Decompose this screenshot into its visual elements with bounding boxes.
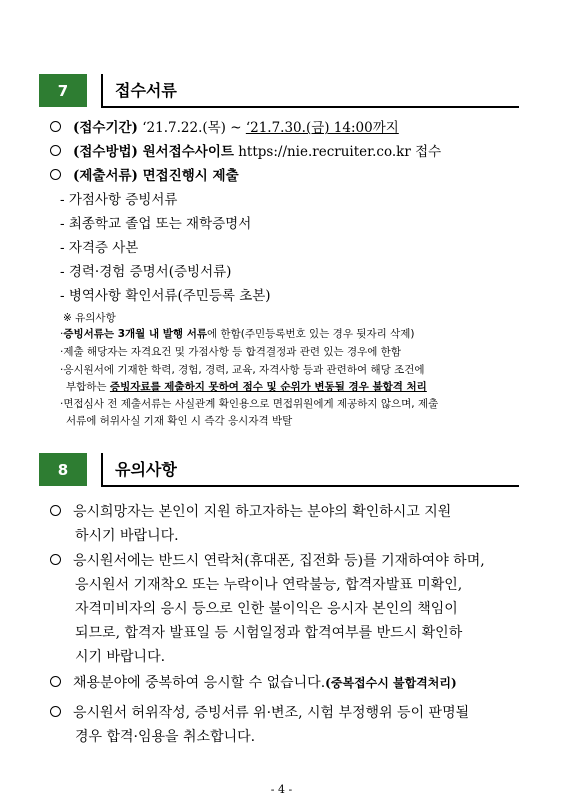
- period-item: (접수기간) ‘21.7.22.(목) ~ ‘21.7.30.(금) 14:00까지: [50, 119, 399, 137]
- notice-title: ※ 유의사항: [63, 312, 116, 324]
- notice-paragraph: 응시원서에는 반드시 연락처(휴대폰, 집전화 등)를 기재하여야 하며,: [50, 549, 485, 573]
- section-8-header: [39, 453, 519, 486]
- notice-paragraph: 응시원서 허위작성, 증빙서류 위·변조, 시험 부정행위 등이 판명될: [50, 701, 469, 725]
- header-divider: [101, 74, 103, 107]
- notice-line: ·제출 해당자는 자격요건 및 가점사항 등 합격결정과 관련 있는 경우에 한함: [60, 346, 402, 358]
- section-number-badge: 7: [39, 74, 87, 107]
- header-divider: [101, 453, 103, 486]
- section-number-badge: 8: [39, 453, 87, 486]
- notice-line: ·응시원서에 기재한 학력, 경험, 경력, 교육, 자격사항 등과 관련하여 해당 조건에: [60, 364, 425, 376]
- paragraph-line: 자격미비자의 응시 등으로 인한 불이익은 응시자 본인의 책임이: [75, 601, 458, 617]
- doc-list-item: - 병역사항 확인서류(주민등록 초본): [60, 288, 271, 304]
- page-number: - 4 -: [270, 783, 293, 796]
- section-title: 접수서류: [115, 81, 177, 100]
- paragraph-line: 되므로, 합격자 발표일 등 시험일정과 합격여부를 반드시 확인하: [75, 625, 463, 641]
- paragraph-line: 하시기 바랍니다.: [75, 528, 179, 544]
- circle-bullet-icon: [50, 676, 61, 687]
- paragraph-line: 시기 바랍니다.: [75, 649, 166, 665]
- circle-bullet-icon: [50, 121, 61, 132]
- notice-paragraph: 채용분야에 중복하여 응시할 수 없습니다.(중복접수시 불합격처리): [50, 671, 457, 695]
- circle-bullet-icon: [50, 505, 61, 516]
- notice-paragraph: 응시희망자는 본인이 지원 하고자하는 분야의 확인하시고 지원: [50, 500, 451, 524]
- method-item: (접수방법) 원서접수사이트 https://nie.recruiter.co.kr 접수: [50, 143, 441, 161]
- notice-line: ·면접심사 전 제출서류는 사실관계 확인용으로 면접위원에게 제공하지 않으며, 제출: [60, 398, 439, 410]
- doc-list-item: - 가점사항 증빙서류: [60, 192, 178, 208]
- header-underline: [101, 106, 519, 108]
- doc-list-item: - 최종학교 졸업 또는 재학증명서: [60, 216, 252, 232]
- doc-list-item: - 자격증 사본: [60, 240, 139, 256]
- circle-bullet-icon: [50, 554, 61, 565]
- header-underline: [101, 485, 519, 487]
- documents-item: (제출서류) 면접진행시 제출: [50, 167, 239, 185]
- doc-list-item: - 경력·경험 증명서(증빙서류): [60, 264, 232, 280]
- notice-line: ·증빙서류는 3개월 내 발행 서류에 한함(주민등록번호 있는 경우 뒷자리 삭제): [60, 328, 415, 340]
- circle-bullet-icon: [50, 169, 61, 180]
- paragraph-line: 응시원서 기재착오 또는 누락이나 연락불능, 합격자발표 미확인,: [75, 577, 463, 593]
- paragraph-line: 경우 합격·임용을 취소합니다.: [75, 729, 256, 745]
- notice-line: 부합하는 증빙자료를 제출하지 못하여 점수 및 순위가 변동될 경우 불합격 처리: [66, 381, 427, 393]
- circle-bullet-icon: [50, 145, 61, 156]
- circle-bullet-icon: [50, 706, 61, 717]
- section-7-header: [39, 74, 519, 107]
- section-title: 유의사항: [115, 460, 177, 479]
- notice-line: 서류에 허위사실 기재 확인 시 즉각 응시자격 박탈: [66, 415, 293, 427]
